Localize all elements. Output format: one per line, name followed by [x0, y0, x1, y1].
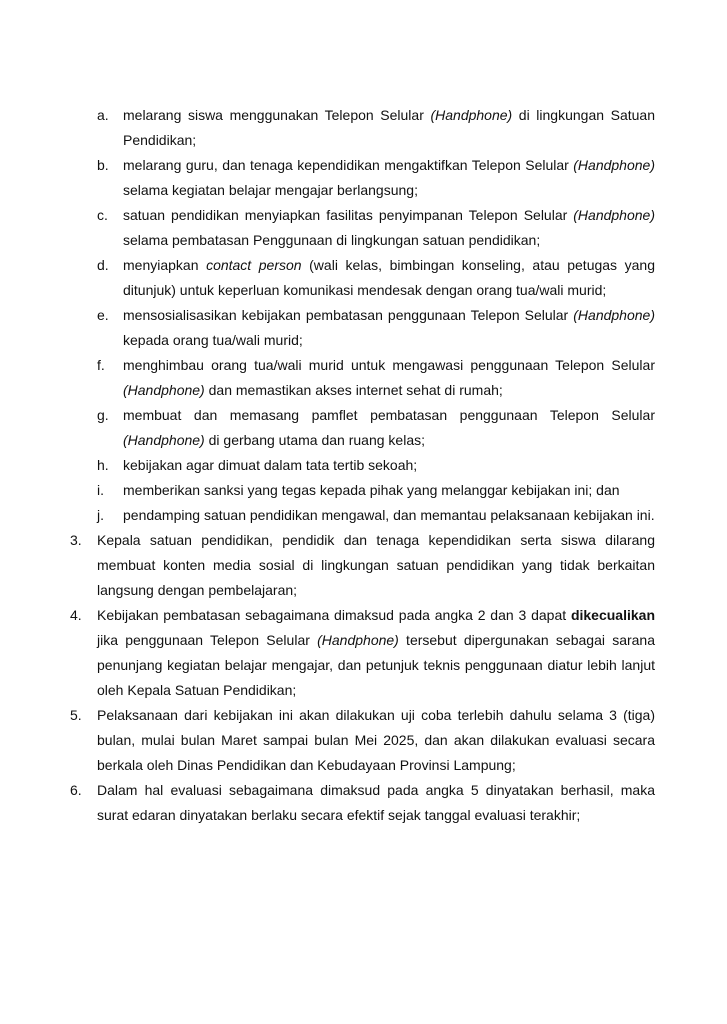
text-run: satuan pendidikan menyiapkan fasilitas penyimpanan Telepon Selular [123, 207, 574, 223]
list-item [97, 253, 655, 303]
text-run: Kepala satuan pendidikan, pendidik dan tenaga kependidikan serta siswa dilarang membuat konten media sosial di lingkungan satuan pendidikan yang tidak berkaitan langsung dengan pembelajaran; [97, 532, 655, 598]
list-item-marker: j. [97, 507, 104, 523]
list-item-text [123, 478, 655, 503]
list-item-text [123, 103, 655, 153]
text-run: memberikan sanksi yang tegas kepada pihak yang melanggar kebijakan ini; dan [123, 482, 620, 498]
numbered-list [70, 528, 655, 828]
text-run: kepada orang tua/wali murid; [123, 332, 303, 348]
list-item-marker: 5. [70, 707, 82, 723]
text-run: menghimbau orang tua/wali murid untuk mengawasi penggunaan Telepon Selular [123, 357, 655, 373]
list-item [70, 603, 655, 703]
list-item [97, 303, 655, 353]
italic-text-run: (Handphone) [317, 632, 399, 648]
list-item-marker: e. [97, 307, 109, 323]
list-item-marker: 4. [70, 607, 82, 623]
list-item [97, 103, 655, 153]
list-item [70, 528, 655, 603]
bold-text-run: dikecualikan [570, 607, 655, 623]
text-run: di gerbang utama dan ruang kelas; [204, 432, 425, 448]
italic-text-run: (Handphone) [430, 107, 513, 123]
list-item-marker: 3. [70, 532, 82, 548]
list-item-text [97, 778, 655, 828]
list-item-marker: d. [97, 257, 109, 273]
list-item-text [97, 603, 655, 703]
text-run: jika penggunaan Telepon Selular [97, 632, 318, 648]
text-run: Kebijakan pembatasan sebagaimana dimaksud pada angka 2 dan 3 dapat [97, 607, 571, 623]
text-run: menyiapkan [123, 257, 207, 273]
list-item-text [123, 203, 655, 253]
text-run: selama pembatasan Penggunaan di lingkungan satuan pendidikan; [123, 232, 541, 248]
text-run: melarang guru, dan tenaga kependidikan mengaktifkan Telepon Selular [123, 157, 574, 173]
list-item-marker: 6. [70, 782, 82, 798]
text-run: di lingkungan Satuan Pendidikan; [123, 107, 655, 148]
list-item [70, 703, 655, 778]
list-item [97, 353, 655, 403]
list-item-marker: a. [97, 107, 109, 123]
list-item [97, 153, 655, 203]
italic-text-run: (Handphone) [573, 207, 655, 223]
text-run: dan memastikan akses internet sehat di rumah; [204, 382, 503, 398]
list-item-text [97, 703, 655, 778]
list-item [97, 478, 655, 503]
list-item-text [123, 303, 655, 353]
list-item-text [123, 353, 655, 403]
list-item-marker: h. [97, 457, 109, 473]
list-item-text [123, 403, 655, 453]
list-item-text [123, 153, 655, 203]
italic-text-run: contact person [206, 257, 302, 273]
italic-text-run: (Handphone) [123, 382, 205, 398]
italic-text-run: (Handphone) [573, 157, 655, 173]
italic-text-run: (Handphone) [123, 432, 205, 448]
text-run: mensosialisasikan kebijakan pembatasan penggunaan Telepon Selular [123, 307, 574, 323]
italic-text-run: (Handphone) [573, 307, 655, 323]
text-run: melarang siswa menggunakan Telepon Selular [123, 107, 431, 123]
list-item-marker: i. [97, 482, 104, 498]
list-item-text [123, 503, 655, 528]
text-run: Pelaksanaan dari kebijakan ini akan dilakukan uji coba terlebih dahulu selama 3 (tiga) bulan, mulai bulan Maret sampai bulan Mei 2025, dan akan dilakukan evaluasi secara berkala oleh Dinas Pendidikan dan Kebudayaan Provinsi Lampung; [97, 707, 655, 773]
list-item [97, 503, 655, 528]
document-body [70, 103, 655, 828]
list-item-marker: f. [97, 357, 105, 373]
text-run: selama kegiatan belajar mengajar berlangsung; [123, 182, 418, 198]
list-item-marker: g. [97, 407, 109, 423]
list-item-marker: c. [97, 207, 108, 223]
text-run: pendamping satuan pendidikan mengawal, dan memantau pelaksanaan kebijakan ini. [123, 507, 655, 523]
text-run: tersebut dipergunakan sebagai sarana penunjang kegiatan belajar mengajar, dan petunjuk teknis penggunaan diatur lebih lanjut oleh Kepala Satuan Pendidikan; [97, 632, 655, 698]
list-item-marker: b. [97, 157, 109, 173]
list-item [70, 778, 655, 828]
text-run: Dalam hal evaluasi sebagaimana dimaksud pada angka 5 dinyatakan berhasil, maka surat edaran dinyatakan berlaku secara efektif sejak tanggal evaluasi terakhir; [97, 782, 655, 823]
text-run: membuat dan memasang pamflet pembatasan penggunaan Telepon Selular [123, 407, 655, 423]
text-run: (wali kelas, bimbingan konseling, atau petugas yang ditunjuk) untuk keperluan komunikasi mendesak dengan orang tua/wali murid; [123, 257, 655, 298]
text-run: kebijakan agar dimuat dalam tata tertib sekoah; [123, 457, 418, 473]
list-item-text [97, 528, 655, 603]
list-item [97, 203, 655, 253]
list-item [97, 453, 655, 478]
list-item-text [123, 253, 655, 303]
lettered-list [97, 103, 655, 528]
list-item [97, 403, 655, 453]
list-item-text [123, 453, 655, 478]
